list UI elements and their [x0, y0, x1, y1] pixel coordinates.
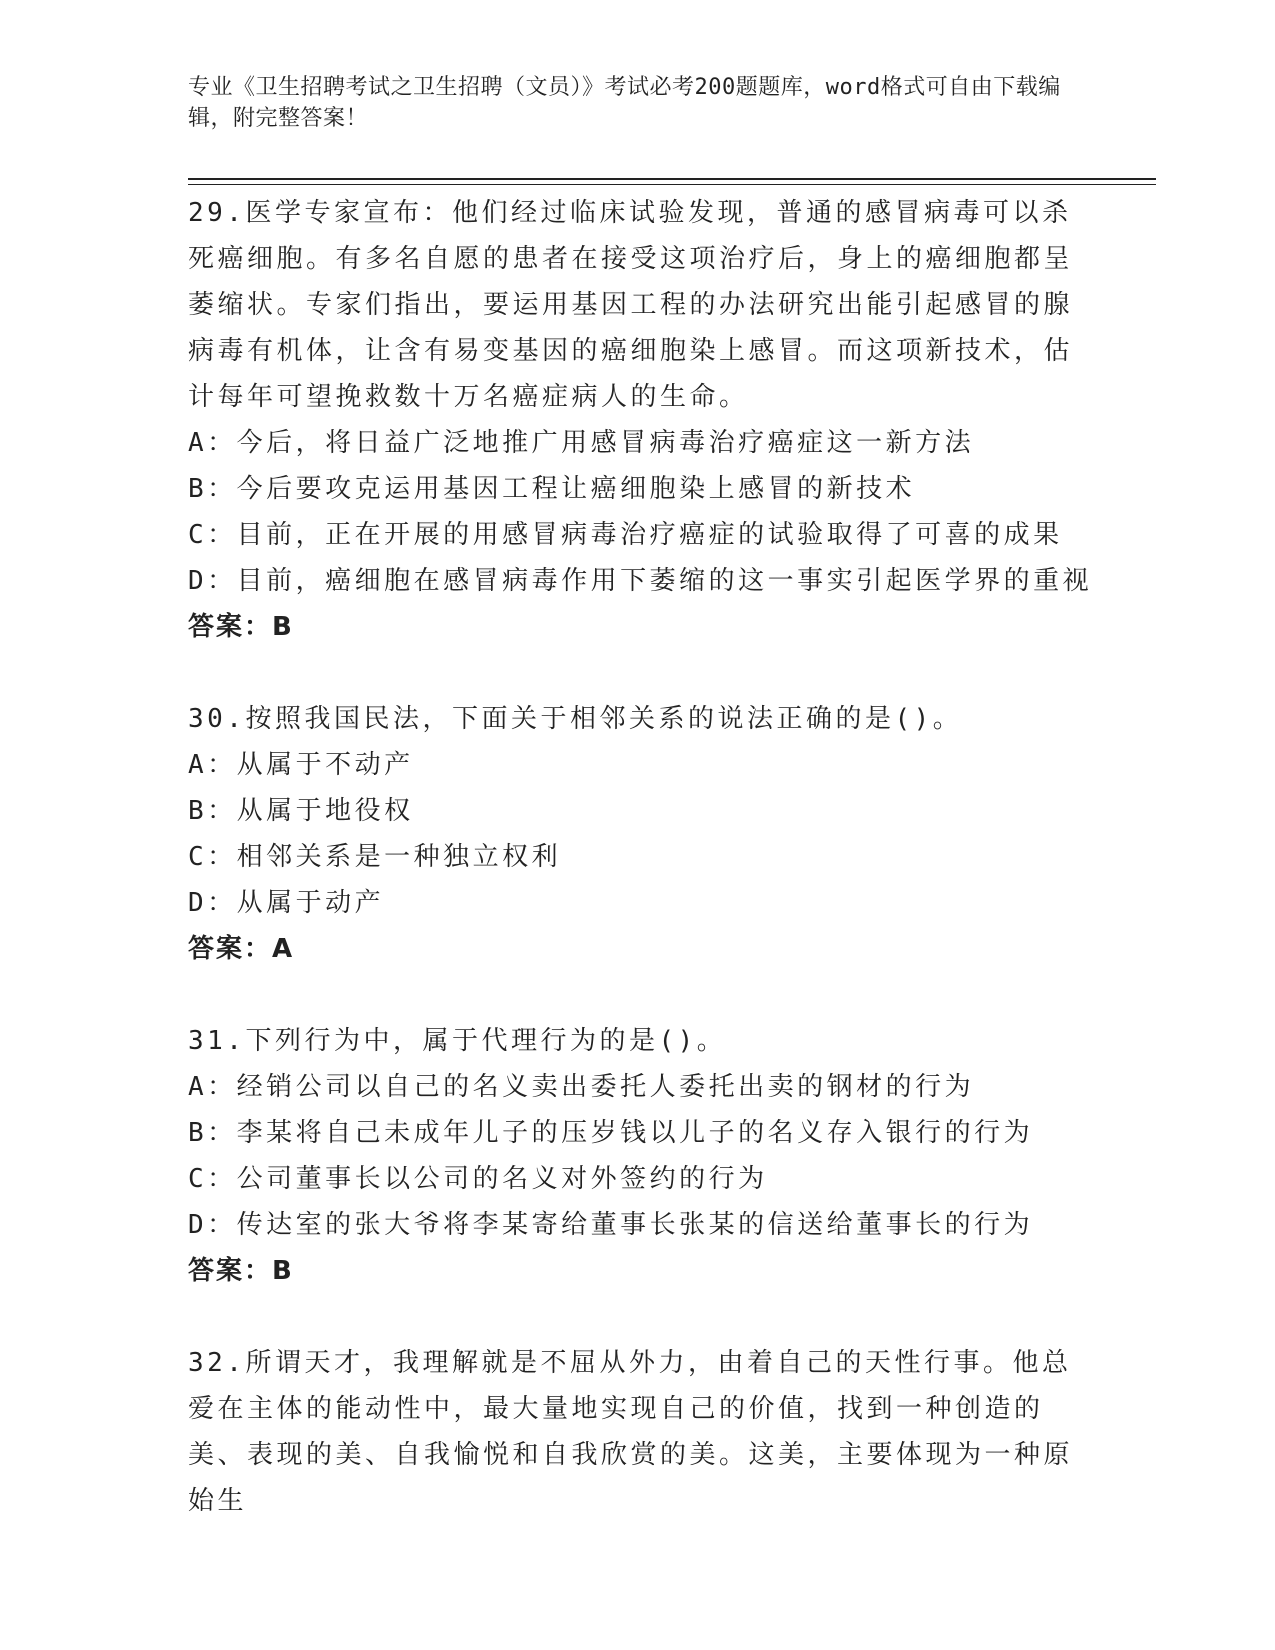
option-list: [188, 1064, 1088, 1248]
option-a: A：今后，将日益广泛地推广用感冒病毒治疗癌症这一新方法: [188, 428, 975, 458]
question-stem: 32.所谓天才，我理解就是不屈从外力，由着自己的天性行事。他总爱在主体的能动性中，最大量地实现自己的价值，找到一种创造的美、表现的美、自我愉悦和自我欣赏的美。这美，主要体现为一种原始生: [188, 1348, 1074, 1516]
question-31: [188, 1018, 1088, 1294]
question-30: [188, 696, 1088, 972]
answer-line: 答案：B: [188, 1256, 294, 1286]
option-b: B：从属于地役权: [188, 796, 414, 826]
option-d: D：从属于动产: [188, 888, 385, 918]
question-list: [188, 190, 1093, 1570]
option-list: [188, 742, 1088, 926]
option-a: A：从属于不动产: [188, 750, 414, 780]
document-header: 专业《卫生招聘考试之卫生招聘（文员）》考试必考200题题库，word格式可自由下载编辑，附完整答案！: [188, 75, 1061, 131]
question-29: [188, 190, 1093, 650]
option-a: A：经销公司以自己的名义卖出委托人委托出卖的钢材的行为: [188, 1072, 975, 1102]
answer-line: 答案：A: [188, 934, 295, 964]
option-list: [188, 420, 1093, 604]
option-d: D：目前，癌细胞在感冒病毒作用下萎缩的这一事实引起医学界的重视: [188, 566, 1093, 596]
option-b: B：今后要攻克运用基因工程让癌细胞染上感冒的新技术: [188, 474, 916, 504]
option-d: D：传达室的张大爷将李某寄给董事长张某的信送给董事长的行为: [188, 1210, 1034, 1240]
question-stem: 29.医学专家宣布：他们经过临床试验发现，普通的感冒病毒可以杀死癌细胞。有多名自愿的患者在接受这项治疗后，身上的癌细胞都呈萎缩状。专家们指出，要运用基因工程的办法研究出能引起感冒的腺病毒有机体，让含有易变基因的癌细胞染上感冒。而这项新技术，估计每年可望挽救数十万名癌症病人的生命。: [188, 198, 1074, 412]
option-c: C：目前，正在开展的用感冒病毒治疗癌症的试验取得了可喜的成果: [188, 520, 1063, 550]
header-divider-thick: [188, 178, 1156, 180]
option-c: C：公司董事长以公司的名义对外签约的行为: [188, 1164, 768, 1194]
header-divider-thin: [188, 184, 1156, 185]
option-b: B：李某将自己未成年儿子的压岁钱以儿子的名义存入银行的行为: [188, 1118, 1034, 1148]
answer-line: 答案：B: [188, 612, 294, 642]
question-stem: 30.按照我国民法，下面关于相邻关系的说法正确的是()。: [188, 704, 963, 734]
question-stem: 31.下列行为中，属于代理行为的是()。: [188, 1026, 727, 1056]
question-32: [188, 1340, 1088, 1524]
option-c: C：相邻关系是一种独立权利: [188, 842, 562, 872]
